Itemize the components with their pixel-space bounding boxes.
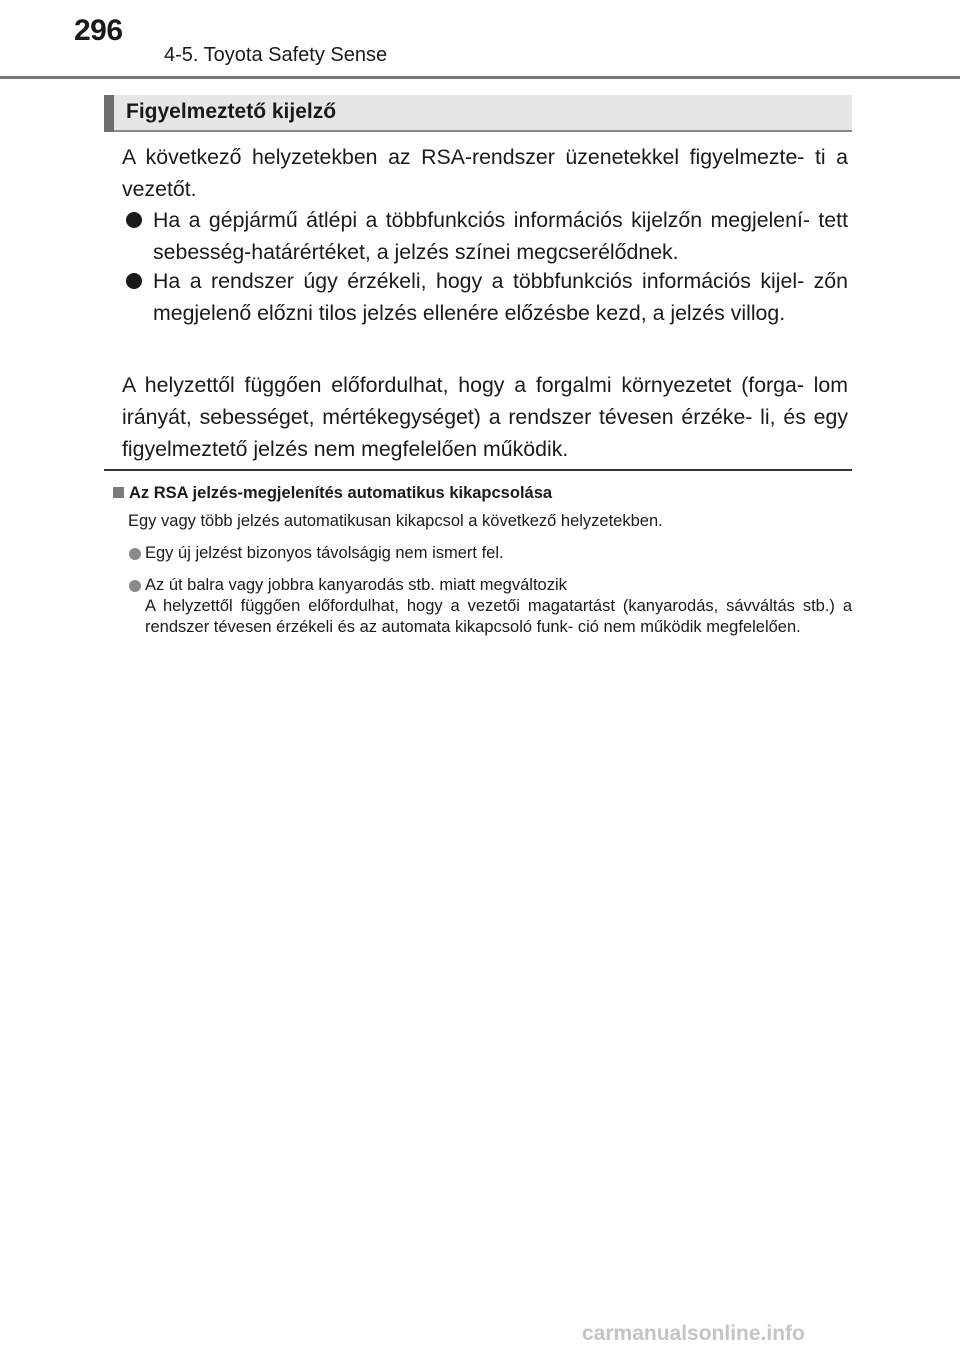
closing-paragraph: A helyzettől függően előfordulhat, hogy a forgalmi környezetet (forga- lom irányát, sebességet, mértékegységet) a rendszer tévesen érzéke- li, és egy figyelmeztető jelzés nem megfelelően működik. xyxy=(122,373,848,461)
intro-paragraph: A következő helyzetekben az RSA-rendszer üzenetekkel figyelmezte- ti a vezetőt. xyxy=(122,145,848,201)
note-text: Egy vagy több jelzés automatikusan kikapcsol a következő helyzetekben. xyxy=(128,512,663,530)
section-title: Figyelmeztető kijelző xyxy=(126,100,337,123)
note-bullet-content xyxy=(145,575,852,638)
note-bullet-title: Az út balra vagy jobbra kanyarodás stb. miatt megváltozik xyxy=(145,576,567,594)
note-bullet-item xyxy=(128,543,852,564)
header-rule xyxy=(0,76,960,79)
note-heading-text: Az RSA jelzés-megjelenítés automatikus kikapcsolása xyxy=(129,484,553,502)
note-bullet-dot-icon xyxy=(129,580,141,592)
note-bullet-item xyxy=(128,575,852,638)
note-bullet-text: Egy új jelzést bizonyos távolságig nem ismert fel. xyxy=(145,544,504,562)
note-bullet-detail: A helyzettől függően előfordulhat, hogy a vezetői magatartást (kanyarodás, sávváltás stb.) a rendszer tévesen érzékeli és az automata kikapcsoló funk- ció nem működik megfelelően. xyxy=(145,597,852,636)
watermark: carmanualsonline.info xyxy=(582,1322,805,1345)
bullet-item xyxy=(122,265,848,329)
section-heading-box xyxy=(104,95,852,132)
bullet-text: Ha a gépjármű átlépi a többfunkciós információs kijelzőn megjelení- tett sebesség-határértéket, a jelzés színei megcserélődnek. xyxy=(153,208,848,264)
square-bullet-icon xyxy=(113,487,124,498)
chapter-title: 4-5. Toyota Safety Sense xyxy=(164,44,388,66)
bullet-dot-icon xyxy=(126,273,142,289)
page-header xyxy=(0,0,960,80)
note-heading xyxy=(113,484,552,503)
bullet-text: Ha a rendszer úgy érzékeli, hogy a többfunkciós információs kijel- zőn megjelenő előzni tilos jelzés ellenére előzésbe kezd, a jelzés villog. xyxy=(153,269,848,325)
note-bullet-dot-icon xyxy=(129,548,141,560)
section-divider xyxy=(104,469,852,471)
section-heading-bar xyxy=(104,95,114,132)
bullet-item xyxy=(122,204,848,268)
page-number: 296 xyxy=(74,14,123,47)
bullet-dot-icon xyxy=(126,212,142,228)
